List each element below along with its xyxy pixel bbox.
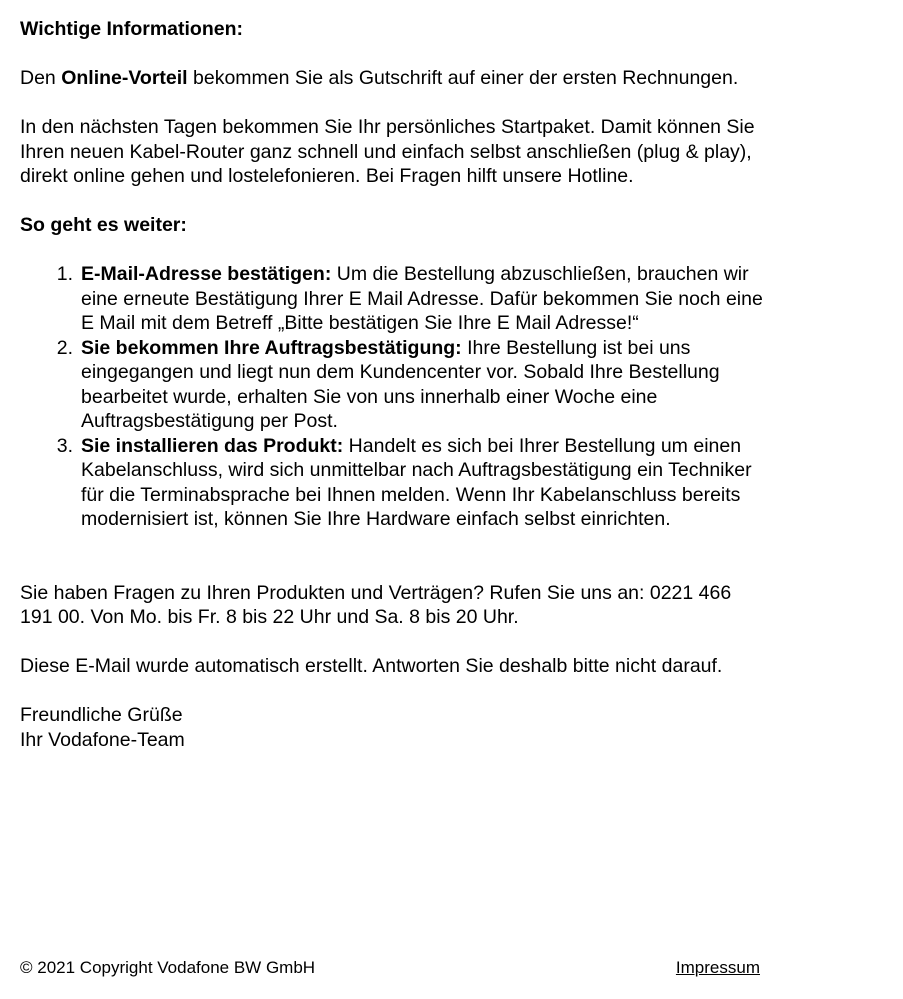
step-text: Ihre Bestellung ist bei uns eingegangen und liegt nun dem Kundencenter vor. Sobald Ihre Bestellung bearbeitet wurde, erhalten Sie von uns innerhalb einer Woche eine Auftragsbestätigung per Post. [81,336,720,432]
starter-package-paragraph: In den nächsten Tagen bekommen Sie Ihr persönliches Startpaket. Damit können Sie Ihren neuen Kabel-Router ganz schnell und einfach selbst anschließen (plug & play), direkt online gehen und lostelefonieren. Bei Fragen hilft unsere Hotline. [20,116,755,187]
closing-greeting: Freundliche Grüße [20,704,183,726]
step-item [56,262,765,336]
important-heading: Wichtige Informationen: [20,18,243,40]
advantage-suffix: bekommen Sie als Gutschrift auf einer der ersten Rechnungen. [187,67,739,89]
copyright-text: © 2021 Copyright Vodafone BW GmbH [20,958,316,977]
step-item [56,434,765,532]
step-number: 3. [56,434,73,457]
next-steps-list [20,262,765,532]
step-title: E-Mail-Adresse bestätigen: [81,263,332,285]
online-advantage-label: Online-Vorteil [61,67,188,89]
online-advantage-paragraph [20,66,765,91]
closing-signature: Ihr Vodafone-Team [20,728,185,751]
contact-paragraph: Sie haben Fragen zu Ihren Produkten und Verträgen? Rufen Sie uns an: 0221 466 191 00. Von Mo. bis Fr. 8 bis 22 Uhr und Sa. 8 bis 20 Uhr. [20,581,732,628]
next-steps-heading: So geht es weiter: [20,214,187,236]
step-item [56,336,765,434]
step-title: Sie installieren das Produkt: [81,434,344,457]
email-body [20,17,765,752]
step-text: Um die Bestellung abzuschließen, brauchen wir eine erneute Bestätigung Ihrer E Mail Adresse. Dafür bekommen Sie noch eine E Mail mit dem Betreff „Bitte bestätigen Sie Ihre E Mail Adresse!“ [81,263,763,334]
step-text: Handelt es sich bei Ihrer Bestellung um einen Kabelanschluss, wird sich unmittelbar nach Auftragsbestätigung ein Techniker für die Terminabsprache bei Ihnen melden. Wenn Ihr Kabelanschluss bereits modernisiert ist, können Sie Ihre Hardware einfach selbst einrichten. [81,434,752,530]
step-title: Sie bekommen Ihre Auftragsbestätigung: [81,336,462,359]
auto-notice-paragraph: Diese E-Mail wurde automatisch erstellt. Antworten Sie deshalb bitte nicht darauf. [20,655,723,677]
step-number: 2. [56,336,73,359]
step-number: 1. [56,263,73,285]
impressum-link[interactable]: Impressum [675,958,760,977]
advantage-prefix: Den [20,67,62,89]
